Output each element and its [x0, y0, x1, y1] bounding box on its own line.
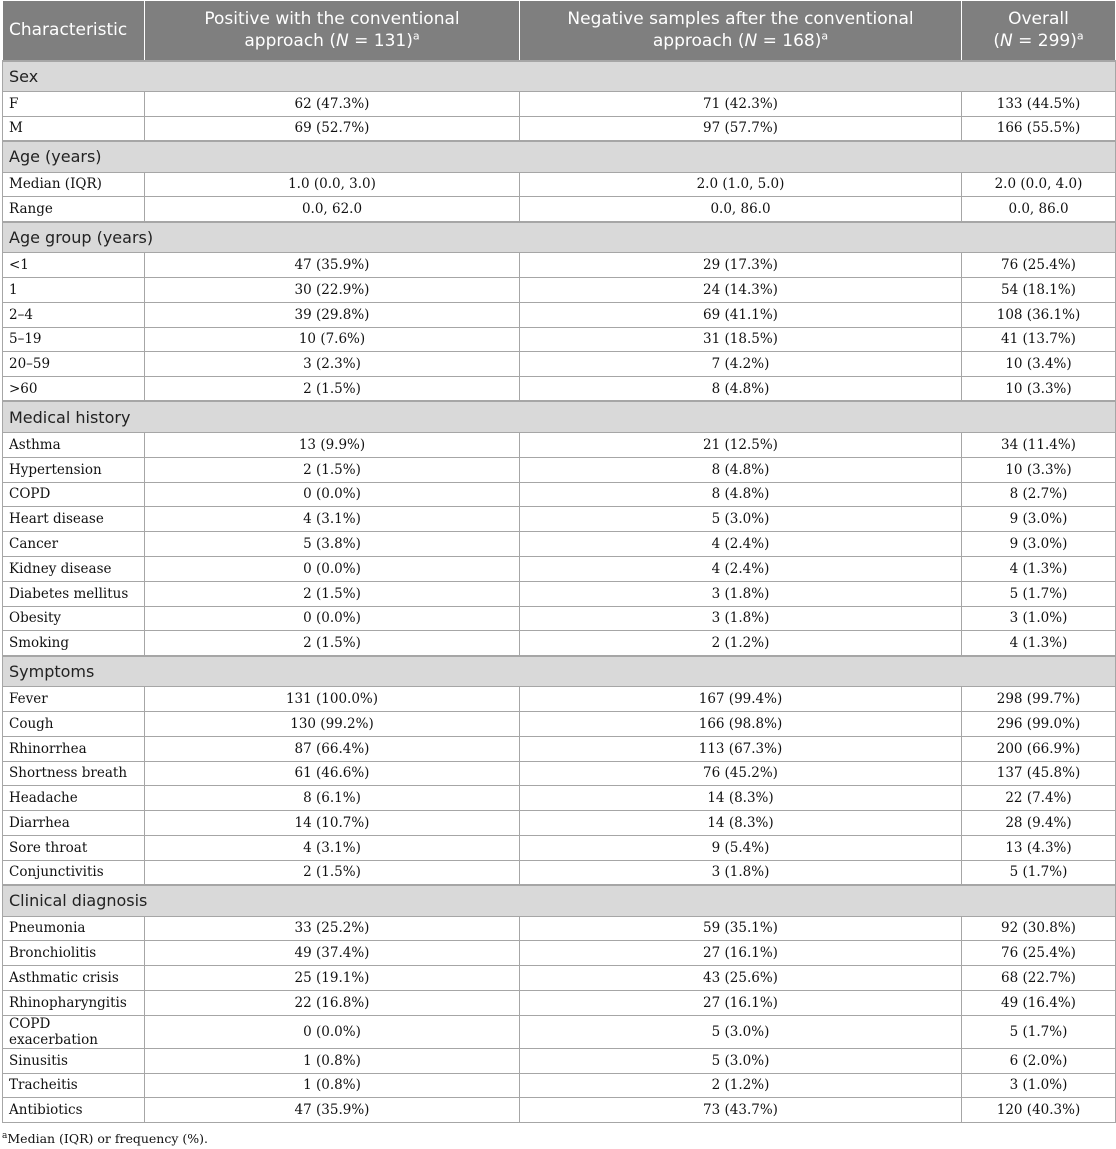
overall-value: 13 (4.3%)	[962, 835, 1116, 860]
positive-value: 8 (6.1%)	[145, 786, 520, 811]
negative-value: 2 (1.2%)	[520, 631, 962, 656]
overall-value: 200 (66.9%)	[962, 736, 1116, 761]
overall-value: 76 (25.4%)	[962, 253, 1116, 278]
header-positive: Positive with the conventional approach (N = 131)$^a$	[145, 1, 520, 61]
overall-value: 49 (16.4%)	[962, 990, 1116, 1015]
row-label: Obesity	[3, 606, 145, 631]
table-row	[3, 606, 1116, 631]
characteristics-table	[2, 0, 1116, 1123]
positive-value: 2 (1.5%)	[145, 377, 520, 402]
negative-value: 21 (12.5%)	[520, 432, 962, 457]
overall-value: 5 (1.7%)	[962, 860, 1116, 885]
negative-value: 27 (16.1%)	[520, 941, 962, 966]
positive-value: 0 (0.0%)	[145, 606, 520, 631]
negative-value: 9 (5.4%)	[520, 835, 962, 860]
row-label: COPD exacerbation	[3, 1015, 145, 1048]
table-row	[3, 941, 1116, 966]
table-row	[3, 916, 1116, 941]
positive-value: 2 (1.5%)	[145, 631, 520, 656]
positive-value: 87 (66.4%)	[145, 736, 520, 761]
row-label: 2–4	[3, 302, 145, 327]
negative-value: 7 (4.2%)	[520, 352, 962, 377]
overall-value: 28 (9.4%)	[962, 811, 1116, 836]
negative-value: 8 (4.8%)	[520, 482, 962, 507]
positive-value: 2 (1.5%)	[145, 457, 520, 482]
positive-value: 49 (37.4%)	[145, 941, 520, 966]
table-row	[3, 277, 1116, 302]
table-row	[3, 711, 1116, 736]
section-header-row	[3, 885, 1116, 916]
row-label: 20–59	[3, 352, 145, 377]
positive-value: 22 (16.8%)	[145, 990, 520, 1015]
overall-value: 6 (2.0%)	[962, 1048, 1116, 1073]
row-label: Conjunctivitis	[3, 860, 145, 885]
negative-value: 3 (1.8%)	[520, 606, 962, 631]
overall-value: 54 (18.1%)	[962, 277, 1116, 302]
table-row	[3, 860, 1116, 885]
row-label: Headache	[3, 786, 145, 811]
negative-value: 14 (8.3%)	[520, 786, 962, 811]
overall-value: 5 (1.7%)	[962, 1015, 1116, 1048]
row-label: Diarrhea	[3, 811, 145, 836]
negative-value: 5 (3.0%)	[520, 507, 962, 532]
row-label: >60	[3, 377, 145, 402]
table-row	[3, 811, 1116, 836]
table-row	[3, 253, 1116, 278]
row-label: Diabetes mellitus	[3, 581, 145, 606]
negative-value: 43 (25.6%)	[520, 966, 962, 991]
negative-value: 2 (1.2%)	[520, 1073, 962, 1098]
table-row	[3, 532, 1116, 557]
table-row	[3, 116, 1116, 141]
table-row	[3, 1015, 1116, 1048]
section-header-row	[3, 222, 1116, 253]
overall-value: 34 (11.4%)	[962, 432, 1116, 457]
section-header-row	[3, 141, 1116, 172]
negative-value: 31 (18.5%)	[520, 327, 962, 352]
positive-value: 2 (1.5%)	[145, 860, 520, 885]
positive-value: 14 (10.7%)	[145, 811, 520, 836]
row-label: Shortness breath	[3, 761, 145, 786]
positive-value: 33 (25.2%)	[145, 916, 520, 941]
row-label: Sore throat	[3, 835, 145, 860]
table-row	[3, 990, 1116, 1015]
row-label: Heart disease	[3, 507, 145, 532]
row-label: Asthma	[3, 432, 145, 457]
overall-value: 3 (1.0%)	[962, 606, 1116, 631]
negative-value: 24 (14.3%)	[520, 277, 962, 302]
table-row	[3, 327, 1116, 352]
header-characteristic: Characteristic	[3, 1, 145, 61]
negative-value: 3 (1.8%)	[520, 860, 962, 885]
negative-value: 8 (4.8%)	[520, 457, 962, 482]
section-title: Age (years)	[3, 141, 1116, 172]
negative-value: 3 (1.8%)	[520, 581, 962, 606]
table-row	[3, 835, 1116, 860]
overall-value: 4 (1.3%)	[962, 556, 1116, 581]
positive-value: 30 (22.9%)	[145, 277, 520, 302]
table-header	[3, 1, 1116, 61]
overall-value: 22 (7.4%)	[962, 786, 1116, 811]
negative-value: 167 (99.4%)	[520, 687, 962, 712]
overall-value: 2.0 (0.0, 4.0)	[962, 172, 1116, 197]
negative-value: 76 (45.2%)	[520, 761, 962, 786]
positive-value: 3 (2.3%)	[145, 352, 520, 377]
table-row	[3, 687, 1116, 712]
row-label: Pneumonia	[3, 916, 145, 941]
row-label: 1	[3, 277, 145, 302]
negative-value: 14 (8.3%)	[520, 811, 962, 836]
row-label: Asthmatic crisis	[3, 966, 145, 991]
positive-value: 130 (99.2%)	[145, 711, 520, 736]
section-header-row	[3, 401, 1116, 432]
negative-value: 166 (98.8%)	[520, 711, 962, 736]
section-header-row	[3, 61, 1116, 92]
header-overall: Overall (N = 299)$^a$	[962, 1, 1116, 61]
section-title: Sex	[3, 61, 1116, 92]
table-row	[3, 482, 1116, 507]
section-title: Clinical diagnosis	[3, 885, 1116, 916]
table-footnote: $^a$Median (IQR) or frequency (%).	[2, 1130, 208, 1146]
positive-value: 131 (100.0%)	[145, 687, 520, 712]
overall-value: 137 (45.8%)	[962, 761, 1116, 786]
overall-value: 76 (25.4%)	[962, 941, 1116, 966]
negative-value: 27 (16.1%)	[520, 990, 962, 1015]
row-label: Cough	[3, 711, 145, 736]
row-label: Rhinopharyngitis	[3, 990, 145, 1015]
row-label: Median (IQR)	[3, 172, 145, 197]
table-row	[3, 507, 1116, 532]
positive-value: 4 (3.1%)	[145, 507, 520, 532]
row-label: Rhinorrhea	[3, 736, 145, 761]
overall-value: 10 (3.3%)	[962, 457, 1116, 482]
section-header-row	[3, 656, 1116, 687]
row-label: Cancer	[3, 532, 145, 557]
table-row	[3, 631, 1116, 656]
overall-value: 0.0, 86.0	[962, 197, 1116, 222]
positive-value: 69 (52.7%)	[145, 116, 520, 141]
section-title: Symptoms	[3, 656, 1116, 687]
positive-value: 0 (0.0%)	[145, 556, 520, 581]
table-row	[3, 432, 1116, 457]
positive-value: 1 (0.8%)	[145, 1048, 520, 1073]
overall-value: 10 (3.4%)	[962, 352, 1116, 377]
positive-value: 47 (35.9%)	[145, 253, 520, 278]
row-label: Kidney disease	[3, 556, 145, 581]
table-row	[3, 1073, 1116, 1098]
positive-value: 2 (1.5%)	[145, 581, 520, 606]
overall-value: 10 (3.3%)	[962, 377, 1116, 402]
overall-value: 133 (44.5%)	[962, 92, 1116, 117]
row-label: M	[3, 116, 145, 141]
positive-value: 62 (47.3%)	[145, 92, 520, 117]
table-row	[3, 377, 1116, 402]
negative-value: 5 (3.0%)	[520, 1048, 962, 1073]
negative-value: 4 (2.4%)	[520, 532, 962, 557]
positive-value: 39 (29.8%)	[145, 302, 520, 327]
row-label: Tracheitis	[3, 1073, 145, 1098]
overall-value: 5 (1.7%)	[962, 581, 1116, 606]
table-body	[3, 61, 1116, 1123]
table-row	[3, 1048, 1116, 1073]
negative-value: 71 (42.3%)	[520, 92, 962, 117]
negative-value: 5 (3.0%)	[520, 1015, 962, 1048]
overall-value: 298 (99.7%)	[962, 687, 1116, 712]
negative-value: 97 (57.7%)	[520, 116, 962, 141]
negative-value: 0.0, 86.0	[520, 197, 962, 222]
table-row	[3, 761, 1116, 786]
row-label: F	[3, 92, 145, 117]
positive-value: 0.0, 62.0	[145, 197, 520, 222]
section-title: Medical history	[3, 401, 1116, 432]
row-label: Sinusitis	[3, 1048, 145, 1073]
overall-value: 3 (1.0%)	[962, 1073, 1116, 1098]
table-row	[3, 197, 1116, 222]
positive-value: 10 (7.6%)	[145, 327, 520, 352]
overall-value: 8 (2.7%)	[962, 482, 1116, 507]
table-row	[3, 786, 1116, 811]
negative-value: 29 (17.3%)	[520, 253, 962, 278]
positive-value: 61 (46.6%)	[145, 761, 520, 786]
negative-value: 4 (2.4%)	[520, 556, 962, 581]
row-label: COPD	[3, 482, 145, 507]
row-label: Fever	[3, 687, 145, 712]
overall-value: 120 (40.3%)	[962, 1098, 1116, 1123]
negative-value: 69 (41.1%)	[520, 302, 962, 327]
positive-value: 0 (0.0%)	[145, 1015, 520, 1048]
row-label: <1	[3, 253, 145, 278]
positive-value: 5 (3.8%)	[145, 532, 520, 557]
table-row	[3, 302, 1116, 327]
table-row	[3, 1098, 1116, 1123]
table-row	[3, 457, 1116, 482]
positive-value: 1 (0.8%)	[145, 1073, 520, 1098]
negative-value: 113 (67.3%)	[520, 736, 962, 761]
table-row	[3, 556, 1116, 581]
positive-value: 13 (9.9%)	[145, 432, 520, 457]
overall-value: 4 (1.3%)	[962, 631, 1116, 656]
positive-value: 25 (19.1%)	[145, 966, 520, 991]
negative-value: 73 (43.7%)	[520, 1098, 962, 1123]
overall-value: 166 (55.5%)	[962, 116, 1116, 141]
overall-value: 108 (36.1%)	[962, 302, 1116, 327]
negative-value: 59 (35.1%)	[520, 916, 962, 941]
positive-value: 4 (3.1%)	[145, 835, 520, 860]
row-label: Range	[3, 197, 145, 222]
row-label: Antibiotics	[3, 1098, 145, 1123]
table-row	[3, 966, 1116, 991]
overall-value: 68 (22.7%)	[962, 966, 1116, 991]
overall-value: 9 (3.0%)	[962, 532, 1116, 557]
section-title: Age group (years)	[3, 222, 1116, 253]
positive-value: 47 (35.9%)	[145, 1098, 520, 1123]
table-row	[3, 92, 1116, 117]
table-row	[3, 172, 1116, 197]
row-label: Smoking	[3, 631, 145, 656]
table-row	[3, 581, 1116, 606]
overall-value: 41 (13.7%)	[962, 327, 1116, 352]
positive-value: 0 (0.0%)	[145, 482, 520, 507]
row-label: 5–19	[3, 327, 145, 352]
header-negative: Negative samples after the conventional approach (N = 168)$^a$	[520, 1, 962, 61]
row-label: Bronchiolitis	[3, 941, 145, 966]
table-row	[3, 736, 1116, 761]
negative-value: 8 (4.8%)	[520, 377, 962, 402]
table-row	[3, 352, 1116, 377]
overall-value: 92 (30.8%)	[962, 916, 1116, 941]
overall-value: 9 (3.0%)	[962, 507, 1116, 532]
negative-value: 2.0 (1.0, 5.0)	[520, 172, 962, 197]
positive-value: 1.0 (0.0, 3.0)	[145, 172, 520, 197]
row-label: Hypertension	[3, 457, 145, 482]
overall-value: 296 (99.0%)	[962, 711, 1116, 736]
